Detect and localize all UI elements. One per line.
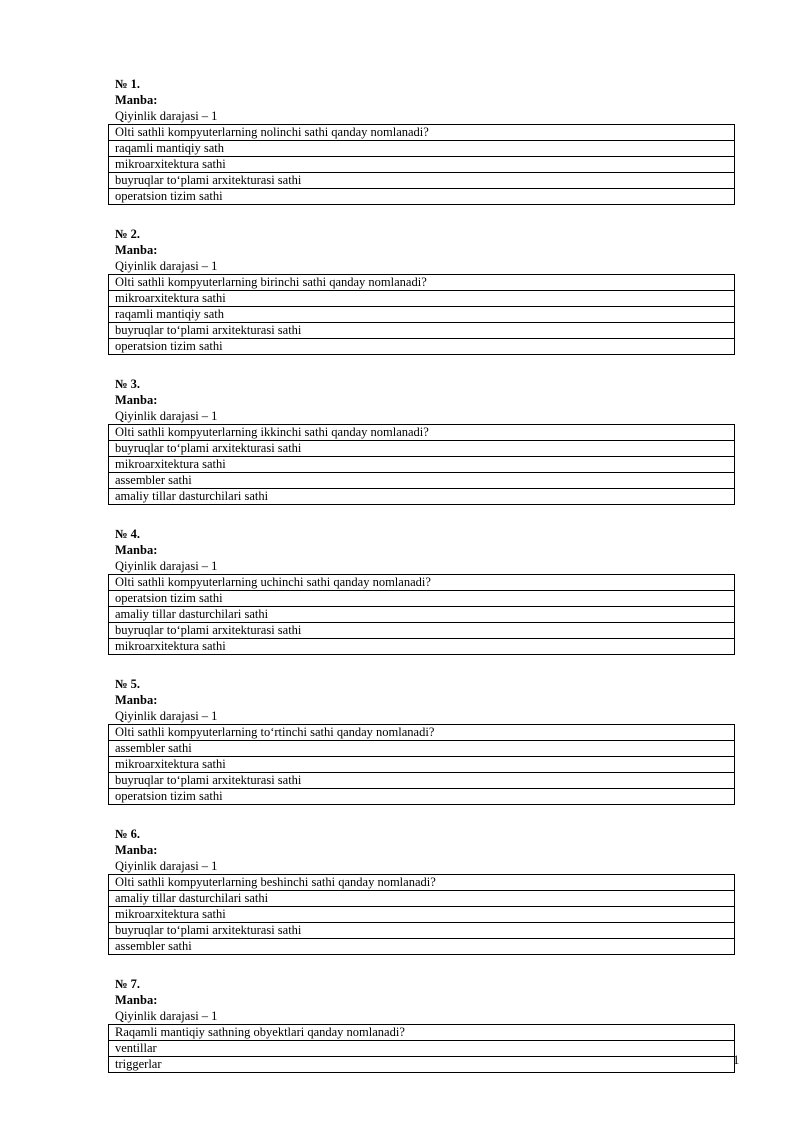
answer-row — [109, 891, 735, 907]
question-table — [108, 274, 735, 355]
answer-row — [109, 457, 735, 473]
question-block — [108, 376, 736, 505]
question-number: № 6. — [115, 827, 141, 841]
answer-row — [109, 1041, 735, 1057]
document-page — [108, 76, 736, 1094]
answer-option: mikroarxitektura sathi — [109, 457, 735, 473]
answer-row — [109, 591, 735, 607]
question-source-label: Manba: — [115, 243, 158, 257]
question-text: Raqamli mantiqiy sathning obyektlari qanday nomlanadi? — [109, 1025, 735, 1041]
answer-option: raqamli mantiqiy sath — [109, 307, 735, 323]
answer-row — [109, 741, 735, 757]
answer-row — [109, 757, 735, 773]
difficulty-level: Qiyinlik darajasi – 1 — [115, 559, 218, 573]
answer-row — [109, 607, 735, 623]
question-number: № 3. — [115, 377, 141, 391]
question-number: № 4. — [115, 527, 141, 541]
answer-option: mikroarxitektura sathi — [109, 639, 735, 655]
question-table — [108, 724, 735, 805]
answer-row — [109, 789, 735, 805]
difficulty-level: Qiyinlik darajasi – 1 — [115, 109, 218, 123]
difficulty-level: Qiyinlik darajasi – 1 — [115, 709, 218, 723]
difficulty-level: Qiyinlik darajasi – 1 — [115, 859, 218, 873]
answer-option: buyruqlar to‘plami arxitekturasi sathi — [109, 323, 735, 339]
answer-option: amaliy tillar dasturchilari sathi — [109, 607, 735, 623]
page-number: 1 — [733, 1053, 740, 1067]
answer-option: buyruqlar to‘plami arxitekturasi sathi — [109, 773, 735, 789]
answer-option: operatsion tizim sathi — [109, 591, 735, 607]
question-source-label: Manba: — [115, 393, 158, 407]
question-block — [108, 226, 736, 355]
answer-row — [109, 323, 735, 339]
question-row — [109, 125, 735, 141]
answer-option: assembler sathi — [109, 939, 735, 955]
answer-row — [109, 923, 735, 939]
answer-row — [109, 473, 735, 489]
question-table — [108, 124, 735, 205]
answer-row — [109, 939, 735, 955]
question-block — [108, 526, 736, 655]
answer-row — [109, 441, 735, 457]
answer-option: mikroarxitektura sathi — [109, 907, 735, 923]
question-source-label: Manba: — [115, 93, 158, 107]
answer-row — [109, 489, 735, 505]
question-number: № 2. — [115, 227, 141, 241]
answer-row — [109, 189, 735, 205]
question-table — [108, 424, 735, 505]
question-block — [108, 676, 736, 805]
answer-row — [109, 173, 735, 189]
question-table — [108, 874, 735, 955]
answer-option: buyruqlar to‘plami arxitekturasi sathi — [109, 623, 735, 639]
question-text: Olti sathli kompyuterlarning ikkinchi sathi qanday nomlanadi? — [109, 425, 735, 441]
question-source-label: Manba: — [115, 843, 158, 857]
answer-option: raqamli mantiqiy sath — [109, 141, 735, 157]
question-text: Olti sathli kompyuterlarning to‘rtinchi sathi qanday nomlanadi? — [109, 725, 735, 741]
answer-option: amaliy tillar dasturchilari sathi — [109, 891, 735, 907]
question-source-label: Manba: — [115, 693, 158, 707]
answer-option: operatsion tizim sathi — [109, 339, 735, 355]
question-text: Olti sathli kompyuterlarning uchinchi sathi qanday nomlanadi? — [109, 575, 735, 591]
answer-option: triggerlar — [109, 1057, 735, 1073]
answer-row — [109, 773, 735, 789]
answer-option: buyruqlar to‘plami arxitekturasi sathi — [109, 173, 735, 189]
answer-option: mikroarxitektura sathi — [109, 291, 735, 307]
answer-option: operatsion tizim sathi — [109, 789, 735, 805]
answer-row — [109, 639, 735, 655]
answer-row — [109, 623, 735, 639]
question-row — [109, 575, 735, 591]
answer-row — [109, 141, 735, 157]
question-block — [108, 976, 736, 1073]
question-text: Olti sathli kompyuterlarning birinchi sathi qanday nomlanadi? — [109, 275, 735, 291]
question-row — [109, 275, 735, 291]
question-block — [108, 826, 736, 955]
answer-option: amaliy tillar dasturchilari sathi — [109, 489, 735, 505]
question-row — [109, 425, 735, 441]
answer-row — [109, 1057, 735, 1073]
question-block — [108, 76, 736, 205]
question-row — [109, 875, 735, 891]
answer-option: buyruqlar to‘plami arxitekturasi sathi — [109, 441, 735, 457]
question-number: № 1. — [115, 77, 141, 91]
answer-option: assembler sathi — [109, 473, 735, 489]
difficulty-level: Qiyinlik darajasi – 1 — [115, 1009, 218, 1023]
question-text: Olti sathli kompyuterlarning beshinchi sathi qanday nomlanadi? — [109, 875, 735, 891]
answer-row — [109, 157, 735, 173]
question-row — [109, 1025, 735, 1041]
answer-option: operatsion tizim sathi — [109, 189, 735, 205]
question-source-label: Manba: — [115, 543, 158, 557]
question-text: Olti sathli kompyuterlarning nolinchi sathi qanday nomlanadi? — [109, 125, 735, 141]
difficulty-level: Qiyinlik darajasi – 1 — [115, 409, 218, 423]
question-row — [109, 725, 735, 741]
question-number: № 7. — [115, 977, 141, 991]
question-source-label: Manba: — [115, 993, 158, 1007]
answer-row — [109, 339, 735, 355]
question-number: № 5. — [115, 677, 141, 691]
question-table — [108, 574, 735, 655]
answer-option: buyruqlar to‘plami arxitekturasi sathi — [109, 923, 735, 939]
answer-row — [109, 307, 735, 323]
answer-option: mikroarxitektura sathi — [109, 757, 735, 773]
answer-option: mikroarxitektura sathi — [109, 157, 735, 173]
answer-row — [109, 907, 735, 923]
answer-option: ventillar — [109, 1041, 735, 1057]
answer-row — [109, 291, 735, 307]
question-table — [108, 1024, 735, 1073]
answer-option: assembler sathi — [109, 741, 735, 757]
difficulty-level: Qiyinlik darajasi – 1 — [115, 259, 218, 273]
